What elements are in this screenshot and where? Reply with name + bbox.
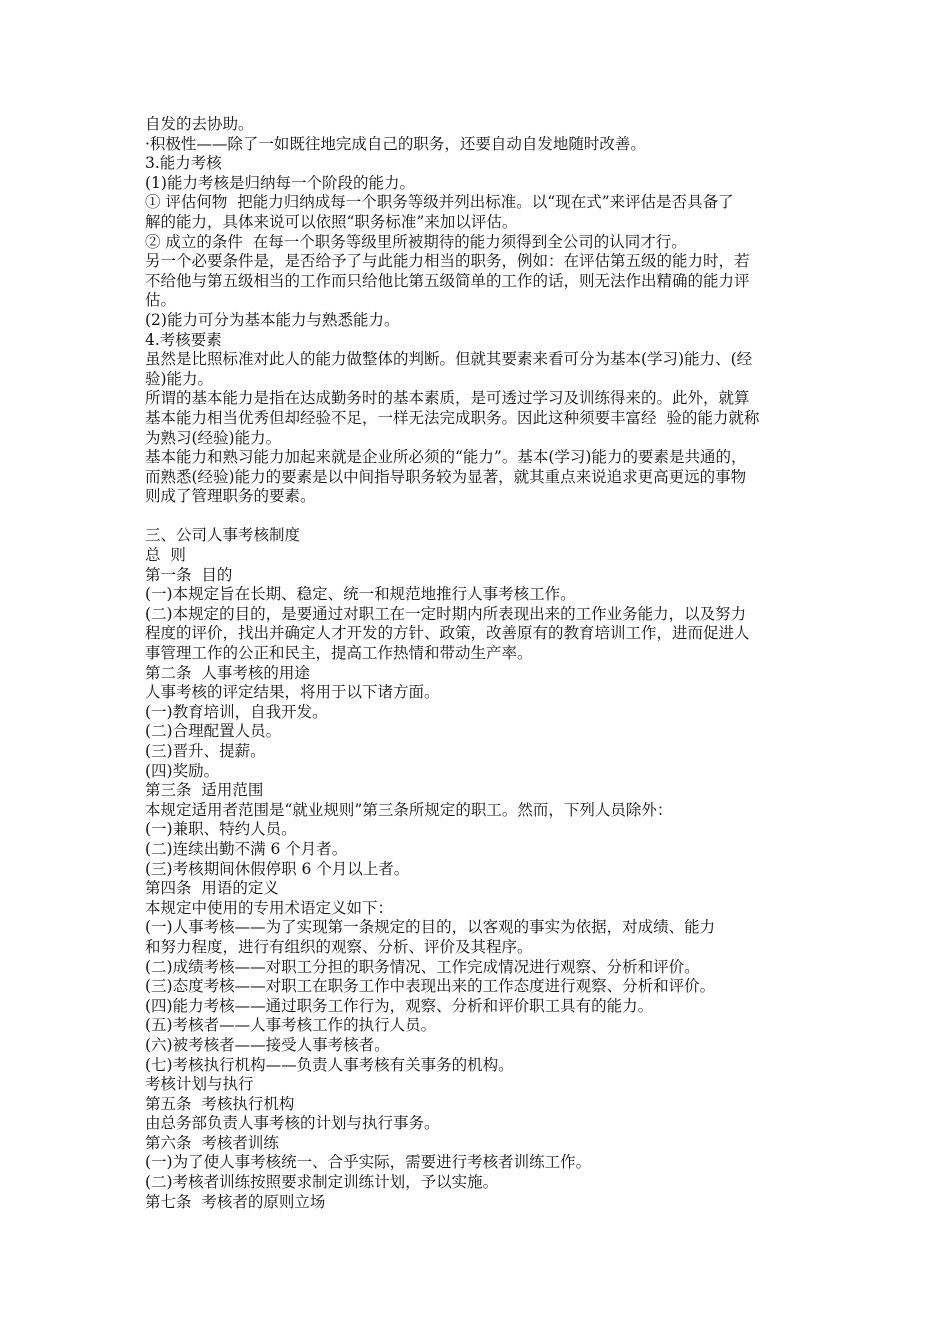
text-line: (二)连续出勤不满 6 个月者。: [145, 839, 348, 858]
text-line: 另一个必要条件是，是否给予了与此能力相当的职务，例如：在评估第五级的能力时，若: [145, 252, 750, 271]
text-line: 人事考核的评定结果，将用于以下诸方面。: [145, 683, 440, 702]
text-line: (一)本规定旨在长期、稳定、统一和规范地推行人事考核工作。: [145, 585, 576, 604]
text-line: (2)能力可分为基本能力与熟悉能力。: [145, 310, 400, 329]
text-line: 本规定中使用的专用术语定义如下：: [145, 898, 394, 917]
text-line: ① 评估何物 把能力归纳成每一个职务等级并列出标准。以“现在式”来评估是否具备了: [145, 193, 734, 212]
text-line: 不给他与第五级相当的工作而只给他比第五级简单的工作的话，则无法作出精确的能力评: [145, 271, 750, 290]
text-line: ·积极性——除了一如既往地完成自己的职务，还要自动自发地随时改善。: [145, 134, 646, 153]
text-line: (三)晋升、提薪。: [145, 742, 266, 760]
text-line: 本规定适用者范围是“就业规则”第三条所规定的职工。然而，下列人员除外：: [145, 800, 673, 819]
text-line: (一)教育培训，自我开发。: [145, 702, 328, 721]
document-page: [145, 115, 825, 1212]
text-line: 第四条 用语的定义: [145, 879, 279, 898]
text-line: (五)考核者——人事考核工作的执行人员。: [145, 1016, 437, 1035]
text-line: 总 则: [145, 546, 186, 565]
text-line: 而熟悉(经验)能力的要素是以中间指导职务较为显著，就其重点来说追求更高更远的事物: [145, 467, 747, 486]
text-line: 第六条 考核者训练: [145, 1133, 279, 1152]
text-line: 3.能力考核: [145, 154, 222, 173]
text-line: 为熟习(经验)能力。: [145, 428, 282, 447]
text-line: 考核计划与执行: [145, 1075, 254, 1094]
text-line: 程度的评价，找出并确定人才开发的方针、政策，改善原有的教育培训工作，进而促进人: [145, 624, 750, 643]
text-line: 估。: [145, 291, 177, 310]
text-line: (二)合理配置人员。: [145, 722, 282, 741]
text-line: 事管理工作的公正和民主，提高工作热情和带动生产率。: [145, 644, 533, 663]
text-line: (二)成绩考核——对职工分担的职务情况、工作完成情况进行观察、分析和评价。: [145, 957, 700, 976]
text-line: 第三条 适用范围: [145, 781, 264, 800]
text-line: (六)被考核者——接受人事考核者。: [145, 1035, 390, 1054]
text-line: (四)能力考核——通过职务工作行为，观察、分析和评价职工具有的能力。: [145, 996, 654, 1015]
text-line: 由总务部负责人事考核的计划与执行事务。: [145, 1114, 440, 1133]
blank-line: [145, 507, 825, 527]
text-line: (三)态度考核——对职工在职务工作中表现出来的工作态度进行观察、分析和评价。: [145, 977, 716, 996]
text-line: 三、公司人事考核制度: [145, 526, 301, 545]
text-line: 解的能力，具体来说可以依照“职务标准”来加以评估。: [145, 212, 518, 231]
text-line: (一)兼职、特约人员。: [145, 820, 297, 839]
text-line: 第五条 考核执行机构: [145, 1094, 295, 1113]
text-line: (四)奖励。: [145, 761, 220, 780]
text-line: 第二条 人事考核的用途: [145, 663, 310, 682]
text-line: ② 成立的条件 在每一个职务等级里所被期待的能力须得到全公司的认同才行。: [145, 232, 687, 251]
text-line: 4.考核要素: [145, 330, 222, 349]
text-line: (二)本规定的目的，是要通过对职工在一定时期内所表现出来的工作业务能力，以及努力: [145, 604, 747, 623]
text-line: 基本能力和熟习能力加起来就是企业所必须的“能力”。基本(学习)能力的要素是共通的，: [145, 448, 747, 467]
text-line: 基本能力相当优秀但却经验不足，一样无法完成职务。因此这种须要丰富经 验的能力就称: [145, 408, 760, 427]
text-line: 和努力程度，进行有组织的观察、分析、评价及其程序。: [145, 937, 533, 956]
text-line: (三)考核期间休假停职 6 个月以上者。: [145, 859, 410, 878]
text-line: 自发的去协助。: [145, 115, 254, 133]
text-line: 第七条 考核者的原则立场: [145, 1192, 326, 1211]
text-line: 所谓的基本能力是指在达成勤务时的基本素质，是可透过学习及训练得来的。此外，就算: [145, 389, 750, 408]
text-line: (七)考核执行机构——负责人事考核有关事务的机构。: [145, 1055, 514, 1074]
text-line: (一)为了使人事考核统一、合乎实际，需要进行考核者训练工作。: [145, 1153, 592, 1172]
text-line: (一)人事考核——为了实现第一条规定的目的，以客观的事实为依据，对成绩、能力: [145, 918, 716, 937]
text-line: 第一条 目的: [145, 565, 233, 584]
text-line: 虽然是比照标准对此人的能力做整体的判断。但就其要素来看可分为基本(学习)能力、(经: [145, 350, 753, 369]
text-line: 则成了管理职务的要素。: [145, 487, 316, 506]
text-line: 验)能力。: [145, 369, 214, 388]
text-line: (1)能力考核是归纳每一个阶段的能力。: [145, 173, 415, 192]
text-line: (二)考核者训练按照要求制定训练计划，予以实施。: [145, 1173, 499, 1192]
